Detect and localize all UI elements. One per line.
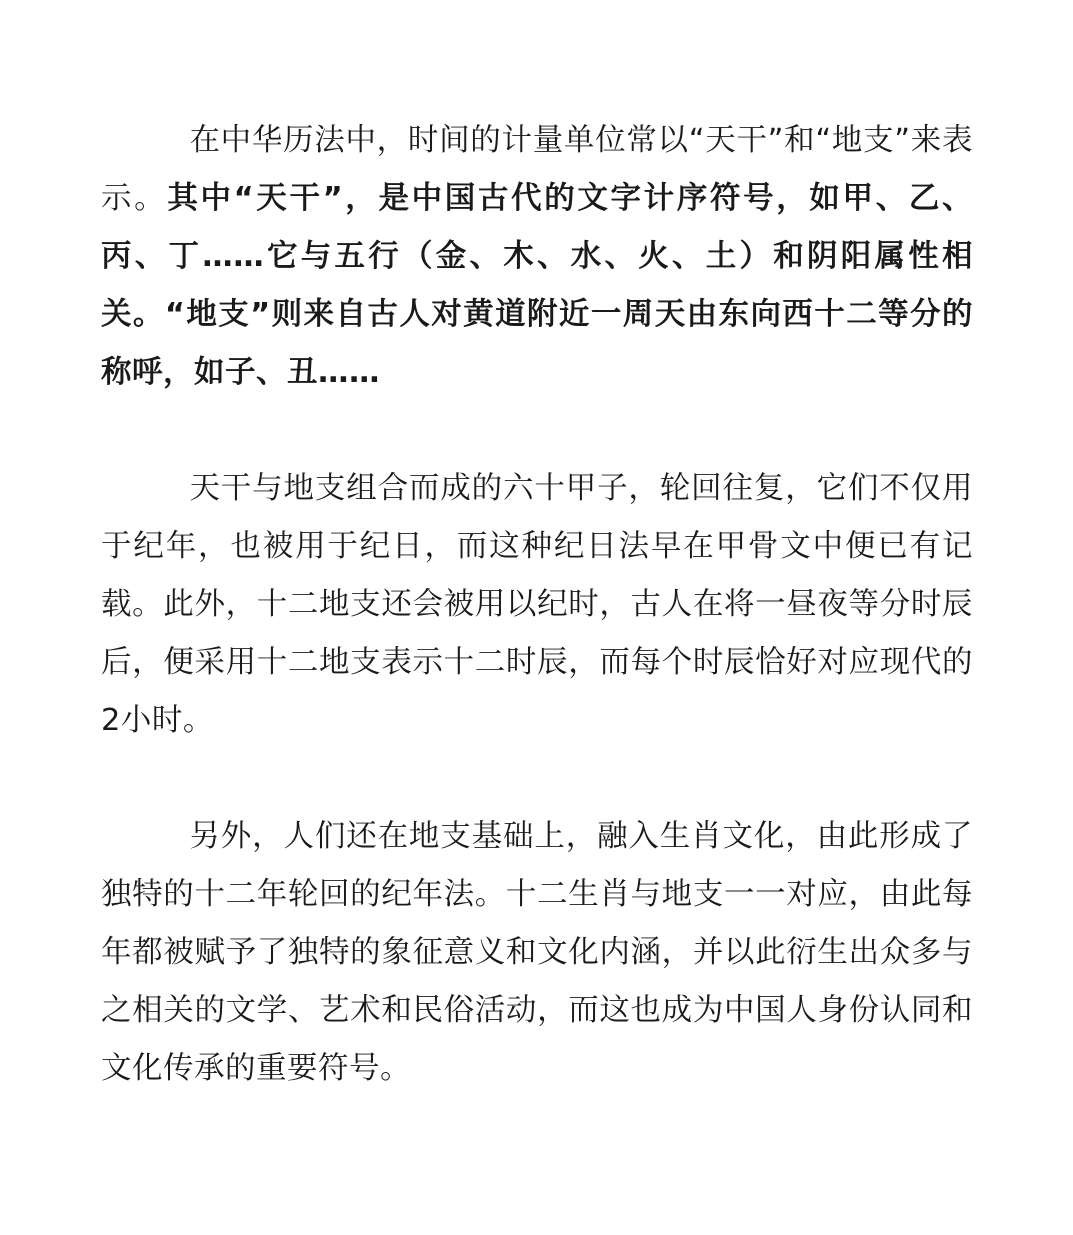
article-body [101,112,973,1098]
paragraph-tiangan-dizhi [101,112,973,402]
paragraph-1-bold-definition: 其中“天干”，是中国古代的文字计序符号，如甲、乙、丙、丁……它与五行（金、木、水、火、土）和阴阳属性相关。“地支”则来自古人对黄道附近一周天由东向西十二等分的称呼，如子、丑…… [101,181,974,390]
paragraph-1-intro: 在中华历法中，时间的计量单位常以“天干”和“地支”来表示。 [101,123,973,216]
paragraph-zodiac [101,808,973,1098]
paragraph-3-text: 另外，人们还在地支基础上，融入生肖文化，由此形成了独特的十二年轮回的纪年法。十二生肖与地支一一对应，由此每年都被赋予了独特的象征意义和文化内涵，并以此衍生出众多与之相关的文学、艺术和民俗活动，而这也成为中国人身份认同和文化传承的重要符号。 [101,819,973,1086]
paragraph-sixty-jiazi [101,460,973,750]
paragraph-2-text: 天干与地支组合而成的六十甲子，轮回往复，它们不仅用于纪年，也被用于纪日，而这种纪日法早在甲骨文中便已有记载。此外，十二地支还会被用以纪时，古人在将一昼夜等分时辰后，便采用十二地支表示十二时辰，而每个时辰恰好对应现代的2小时。 [101,471,973,738]
